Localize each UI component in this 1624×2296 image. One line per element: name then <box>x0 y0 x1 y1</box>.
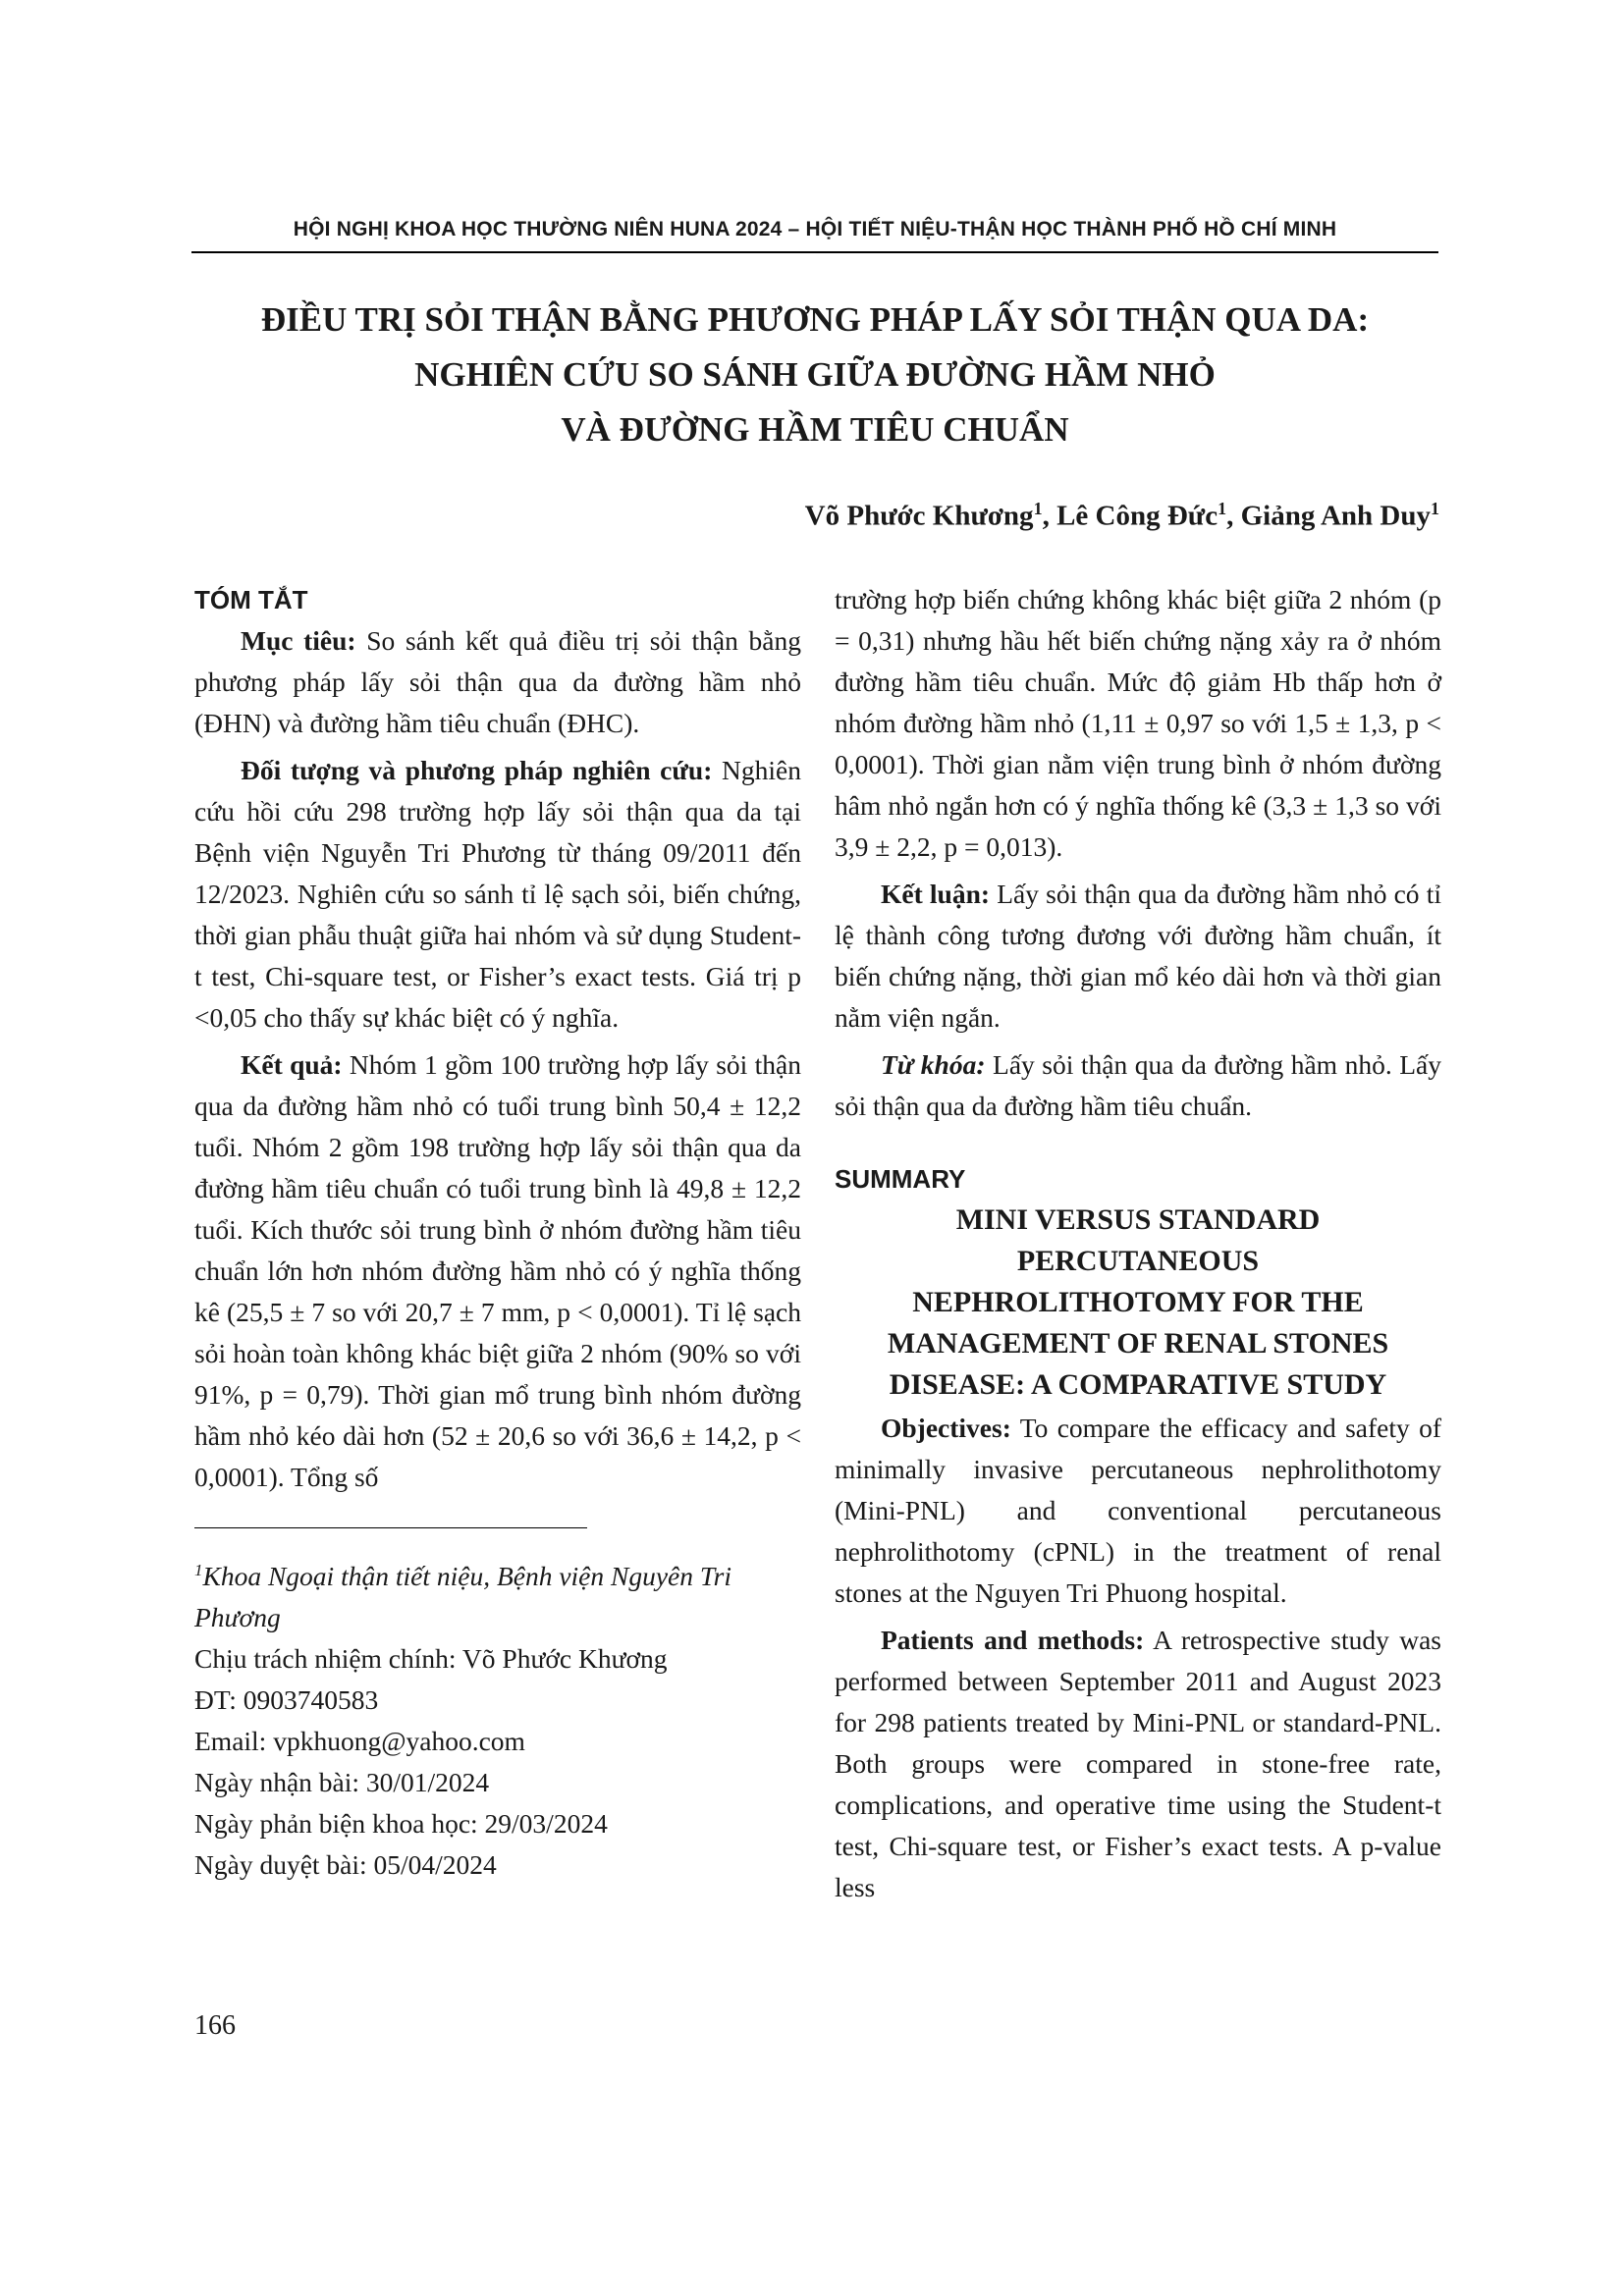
objectives-label: Objectives: <box>881 1413 1011 1443</box>
conclusion-text: Lấy sỏi thận qua da đường hầm nhỏ có tỉ lệ thành công tương đương với đường hầm chuẩn, ít biến chứng nặng, thời gian mổ kéo dài hơn và thời gian nằm viện ngắn. <box>835 879 1441 1033</box>
results-text: Nhóm 1 gồm 100 trường hợp lấy sỏi thận qua da đường hầm nhỏ có tuổi trung bình 50,4 ± 12,2 tuổi. Nhóm 2 gồm 198 trường hợp lấy sỏi thận qua da đường hầm tiêu chuẩn có tuổi trung bình là 49,8 ± 12,2 tuổi. Kích thước sỏi trung bình ở nhóm đường hầm tiêu chuẩn lớn hơn nhóm đường hầm nhỏ có ý nghĩa thống kê (25,5 ± 7 so với 20,7 ± 7 mm, p < 0,0001). Tỉ lệ sạch sỏi hoàn toàn không khác biệt giữa 2 nhóm (90% so với 91%, p = 0,79). Thời gian mổ trung bình nhóm đường hầm nhỏ kéo dài hơn (52 ± 20,6 so với 36,6 ± 14,2, p < 0,0001). Tổng số <box>194 1049 801 1492</box>
english-title-line: MINI VERSUS STANDARD <box>955 1203 1321 1236</box>
footnote-affiliation <box>194 1550 801 1638</box>
abstract-conclusion <box>835 874 1441 1039</box>
methods-text: Nghiên cứu hồi cứu 298 trường hợp lấy sỏi thận qua da tại Bệnh viện Nguyễn Tri Phương từ tháng 09/2011 đến 12/2023. Nghiên cứu so sánh tỉ lệ sạch sỏi, biến chứng, thời gian phẫu thuật giữa hai nhóm và sử dụng Student-t test, Chi-square test, or Fisher’s exact tests. Giá trị p <0,05 cho thấy sự khác biệt có ý nghĩa. <box>194 755 801 1033</box>
author-affiliation-mark: 1 <box>1033 499 1043 518</box>
footnote-phone: ĐT: 0903740583 <box>194 1684 379 1716</box>
conclusion-label: Kết luận: <box>881 879 991 909</box>
left-column <box>194 579 801 1886</box>
english-title-line: PERCUTANEOUS <box>1016 1245 1260 1277</box>
title-line: ĐIỀU TRỊ SỎI THẬN BẰNG PHƯƠNG PHÁP LẤY SỎI THẬN QUA DA: <box>260 300 1370 339</box>
objective-text: So sánh kết quả điều trị sỏi thận bằng phương pháp lấy sỏi thận qua da đường hầm nhỏ (ĐHN) và đường hầm tiêu chuẩn (ĐHC). <box>194 625 801 738</box>
abstract-keywords <box>835 1044 1441 1127</box>
footnote-accepted: Ngày duyệt bài: 05/04/2024 <box>194 1849 497 1881</box>
header-rule <box>191 251 1438 253</box>
running-header: HỘI NGHỊ KHOA HỌC THƯỜNG NIÊN HUNA 2024 – HỘI TIẾT NIỆU-THẬN HỌC THÀNH PHỐ HỒ CHÍ MINH <box>293 218 1337 240</box>
results-label: Kết quả: <box>241 1049 343 1080</box>
keywords-text: Lấy sỏi thận qua da đường hầm nhỏ. Lấy sỏi thận qua da đường hầm tiêu chuẩn. <box>835 1049 1441 1121</box>
methods-label: Đối tượng và phương pháp nghiên cứu: <box>241 755 713 785</box>
english-title <box>835 1200 1441 1406</box>
author-list: Võ Phước Khương$^1$, Lê Công Đức$^1$, Giảng Anh Duy$^1$ <box>804 499 1439 532</box>
author-affiliation-mark: 1 <box>1431 499 1439 518</box>
objectives-text: To compare the efficacy and safety of minimally invasive percutaneous nephrolithotomy (Mini-PNL) and conventional percutaneous nephrolithotomy (cPNL) in the treatment of renal stones at the Nguyen Tri Phuong hospital. <box>835 1413 1441 1608</box>
abstract-methods <box>194 750 801 1039</box>
author-affiliation-mark: 1 <box>1218 499 1227 518</box>
patients-methods-label: Patients and methods: <box>881 1625 1145 1655</box>
english-title-line: DISEASE: A COMPARATIVE STUDY <box>889 1368 1387 1401</box>
author-name: Giảng Anh Duy <box>1240 500 1431 532</box>
footnote-received: Ngày nhận bài: 30/01/2024 <box>194 1767 490 1798</box>
affiliation-mark: 1 <box>194 1561 203 1579</box>
english-title-line: NEPHROLITHOTOMY FOR THE <box>912 1286 1364 1318</box>
title-line: VÀ ĐƯỜNG HẦM TIÊU CHUẨN <box>561 410 1069 449</box>
abstract-objective <box>194 620 801 744</box>
title-line: NGHIÊN CỨU SO SÁNH GIỮA ĐƯỜNG HẦM NHỎ <box>414 355 1216 394</box>
page-number: 166 <box>194 2010 236 2041</box>
footnote-responsible: Chịu trách nhiệm chính: Võ Phước Khương <box>194 1643 668 1675</box>
right-column <box>835 579 1441 1914</box>
abstract-heading: TÓM TẮT <box>194 585 308 614</box>
footnote-rule <box>194 1527 587 1528</box>
summary-methods <box>835 1620 1441 1908</box>
footnote-reviewed: Ngày phản biện khoa học: 29/03/2024 <box>194 1808 608 1840</box>
article-title <box>191 293 1438 457</box>
summary-heading: SUMMARY <box>835 1164 966 1194</box>
summary-objectives <box>835 1408 1441 1614</box>
author-name: Võ Phước Khương <box>804 500 1034 532</box>
affiliation-text: Khoa Ngoại thận tiết niệu, Bệnh viện Nguyên Tri Phương <box>194 1561 731 1633</box>
abstract-results <box>194 1044 801 1498</box>
keywords-label: Từ khóa: <box>881 1049 986 1080</box>
abstract-results-continued: trường hợp biến chứng không khác biệt giữa 2 nhóm (p = 0,31) nhưng hầu hết biến chứng nặng xảy ra ở nhóm đường hầm tiêu chuẩn. Mức độ giảm Hb thấp hơn ở nhóm đường hầm nhỏ (1,11 ± 0,97 so với 1,5 ± 1,3, p < 0,0001). Thời gian nằm viện trung bình ở nhóm đường hâm nhỏ ngắn hơn có ý nghĩa thống kê (3,3 ± 1,3 so với 3,9 ± 2,2, p = 0,013). <box>835 584 1441 862</box>
patients-methods-text: A retrospective study was performed between September 2011 and August 2023 for 298 patients treated by Mini-PNL or standard-PNL. Both groups were compared in stone-free rate, complications, and operative time using the Student-t test, Chi-square test, or Fisher’s exact tests. A p-value less <box>835 1625 1441 1902</box>
footnote-email: Email: vpkhuong@yahoo.com <box>194 1726 525 1757</box>
author-name: Lê Công Đức <box>1056 500 1218 532</box>
objective-label: Mục tiêu: <box>241 625 356 656</box>
english-title-line: MANAGEMENT OF RENAL STONES <box>887 1327 1389 1360</box>
